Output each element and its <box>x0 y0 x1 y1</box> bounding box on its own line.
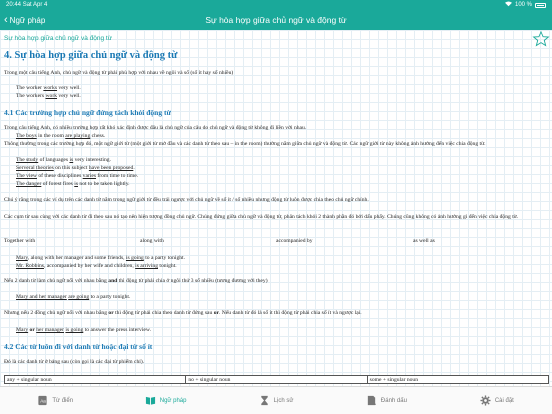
tab-bar <box>0 386 552 414</box>
history-icon <box>259 395 270 406</box>
phrase-item: accompanied by <box>276 238 313 244</box>
phrase-list <box>4 238 548 245</box>
phrase-item: Together with <box>4 238 36 244</box>
settings-icon <box>480 395 491 406</box>
phrase-item: as well as <box>413 238 435 244</box>
section-heading: 4.2 Các từ luôn đi với danh từ hoặc đại từ số ít <box>4 342 153 351</box>
indefinite-pronoun-table <box>4 375 549 384</box>
bookmark-icon <box>366 395 377 406</box>
wifi-icon <box>505 1 512 9</box>
navigation-bar <box>0 10 552 30</box>
breadcrumb: Sự hòa hợp giữa chủ ngữ và động từ <box>4 35 113 42</box>
example-line: The boys in the room are playing chess. <box>16 133 106 139</box>
paragraph: Chú ý rằng trong các ví dụ trên các danh từ nằm trong ngữ giới từ đều trái ngược với chủ ngữ về số ít / số nhiều nhưng động từ luôn được chia theo chủ ngữ chính. <box>4 197 369 203</box>
dictionary-icon <box>37 395 48 406</box>
article-content[interactable] <box>0 30 552 386</box>
paragraph: Đó là các danh từ ở bảng sau (còn gọi là các đại từ phiếm chỉ). <box>4 359 145 365</box>
paragraph: Nhưng nếu 2 đồng chủ ngữ nối với nhau bằng or thì động từ phải chia theo danh từ đứng sau or. Nếu danh từ đó là số ít thì động từ phải chia số ít và ngược lại. <box>4 310 362 316</box>
paragraph: Các cụm từ sau cùng với các danh từ đi theo sau nó tạo nên hiện tượng đồng chủ ngữ. Chúng đứng giữa chủ ngữ và động từ, phân tách khỏi 2 thành phần đó bởi dấu phẩy. Chúng cũng không có ảnh hưởng gì đến việc chia động từ. <box>4 214 519 220</box>
svg-text:Aa: Aa <box>40 398 47 404</box>
example-line: The view of these disciplines varies from time to time. <box>16 173 139 179</box>
example-line: The danger of forest fires is not to be taken lightly. <box>16 181 130 187</box>
example-line: The worker works very well. <box>16 85 81 91</box>
example-line: Mr. Robbins, accompanied by her wife and children, is arriving tonight. <box>16 263 177 269</box>
back-button[interactable] <box>4 10 45 30</box>
status-bar <box>0 0 552 10</box>
example-line: Serveral theories on this subject have been proposed. <box>16 165 135 171</box>
section-heading: 4.1 Các trường hợp chủ ngữ đứng tách khỏi động từ <box>4 108 171 117</box>
tab-dictionary[interactable]: Aa Từ điển <box>0 387 110 414</box>
page-title: Sự hòa hợp giữa chủ ngữ và động từ <box>205 15 347 25</box>
paragraph: Thông thường trong các trường hợp đó, một ngữ giới từ (một giới từ mở đầu và các danh từ theo sau – in the room) thường nằm giữa chủ ngữ và động từ. Các ngữ giới từ này không ảnh hưởng đến việc chia động từ. <box>4 141 486 147</box>
back-label: Ngữ pháp <box>9 15 46 25</box>
intro-text: Trong một câu tiếng Anh, chủ ngữ và động từ phải phù hợp với nhau về ngôi và số (số ít hay số nhiều) <box>4 70 234 76</box>
tab-settings[interactable]: Cài đặt <box>442 387 552 414</box>
battery-icon <box>535 3 546 8</box>
paragraph: Nếu 2 danh từ làm chủ ngữ nối với nhau bằng and thì động từ phải chia ở ngôi thứ 3 số nhiều (tương đương với they) <box>4 278 268 284</box>
status-time: 20:44 Sat Apr 4 <box>6 2 48 8</box>
phrase-item: along with <box>140 238 164 244</box>
example-line: The workers work very well. <box>16 93 81 99</box>
table-cell: no + singular noun <box>186 376 367 383</box>
example-line: Mary or her manager is going to answer the press interview. <box>16 327 151 333</box>
example-line: Mary and her manager are going to a party tonight. <box>16 294 131 300</box>
tab-grammar[interactable]: Ngữ pháp <box>110 387 220 414</box>
favorite-star-icon[interactable] <box>532 30 550 48</box>
table-cell: any + singular noun <box>5 376 186 383</box>
battery-percent: 100 % <box>514 2 532 8</box>
chevron-left-icon: ‹ <box>4 13 8 26</box>
tab-bookmarks[interactable]: Đánh dấu <box>331 387 441 414</box>
example-line: Mary, along with her manager and some friends, is going to a party tonight. <box>16 255 185 261</box>
status-right <box>505 1 546 9</box>
tab-history[interactable]: Lịch sử <box>221 387 331 414</box>
article-heading: 4. Sự hòa hợp giữa chủ ngữ và động từ <box>4 50 178 61</box>
grammar-book-icon <box>145 395 156 406</box>
paragraph: Trong câu tiếng Anh, có nhiều trường hợp rất khó xác định được đâu là chủ ngữ của câu do chủ ngữ và động từ không đi liền với nhau. <box>4 125 307 131</box>
example-line: The study of languages is very interesting. <box>16 157 111 163</box>
table-cell: some + singular noun <box>368 376 548 383</box>
